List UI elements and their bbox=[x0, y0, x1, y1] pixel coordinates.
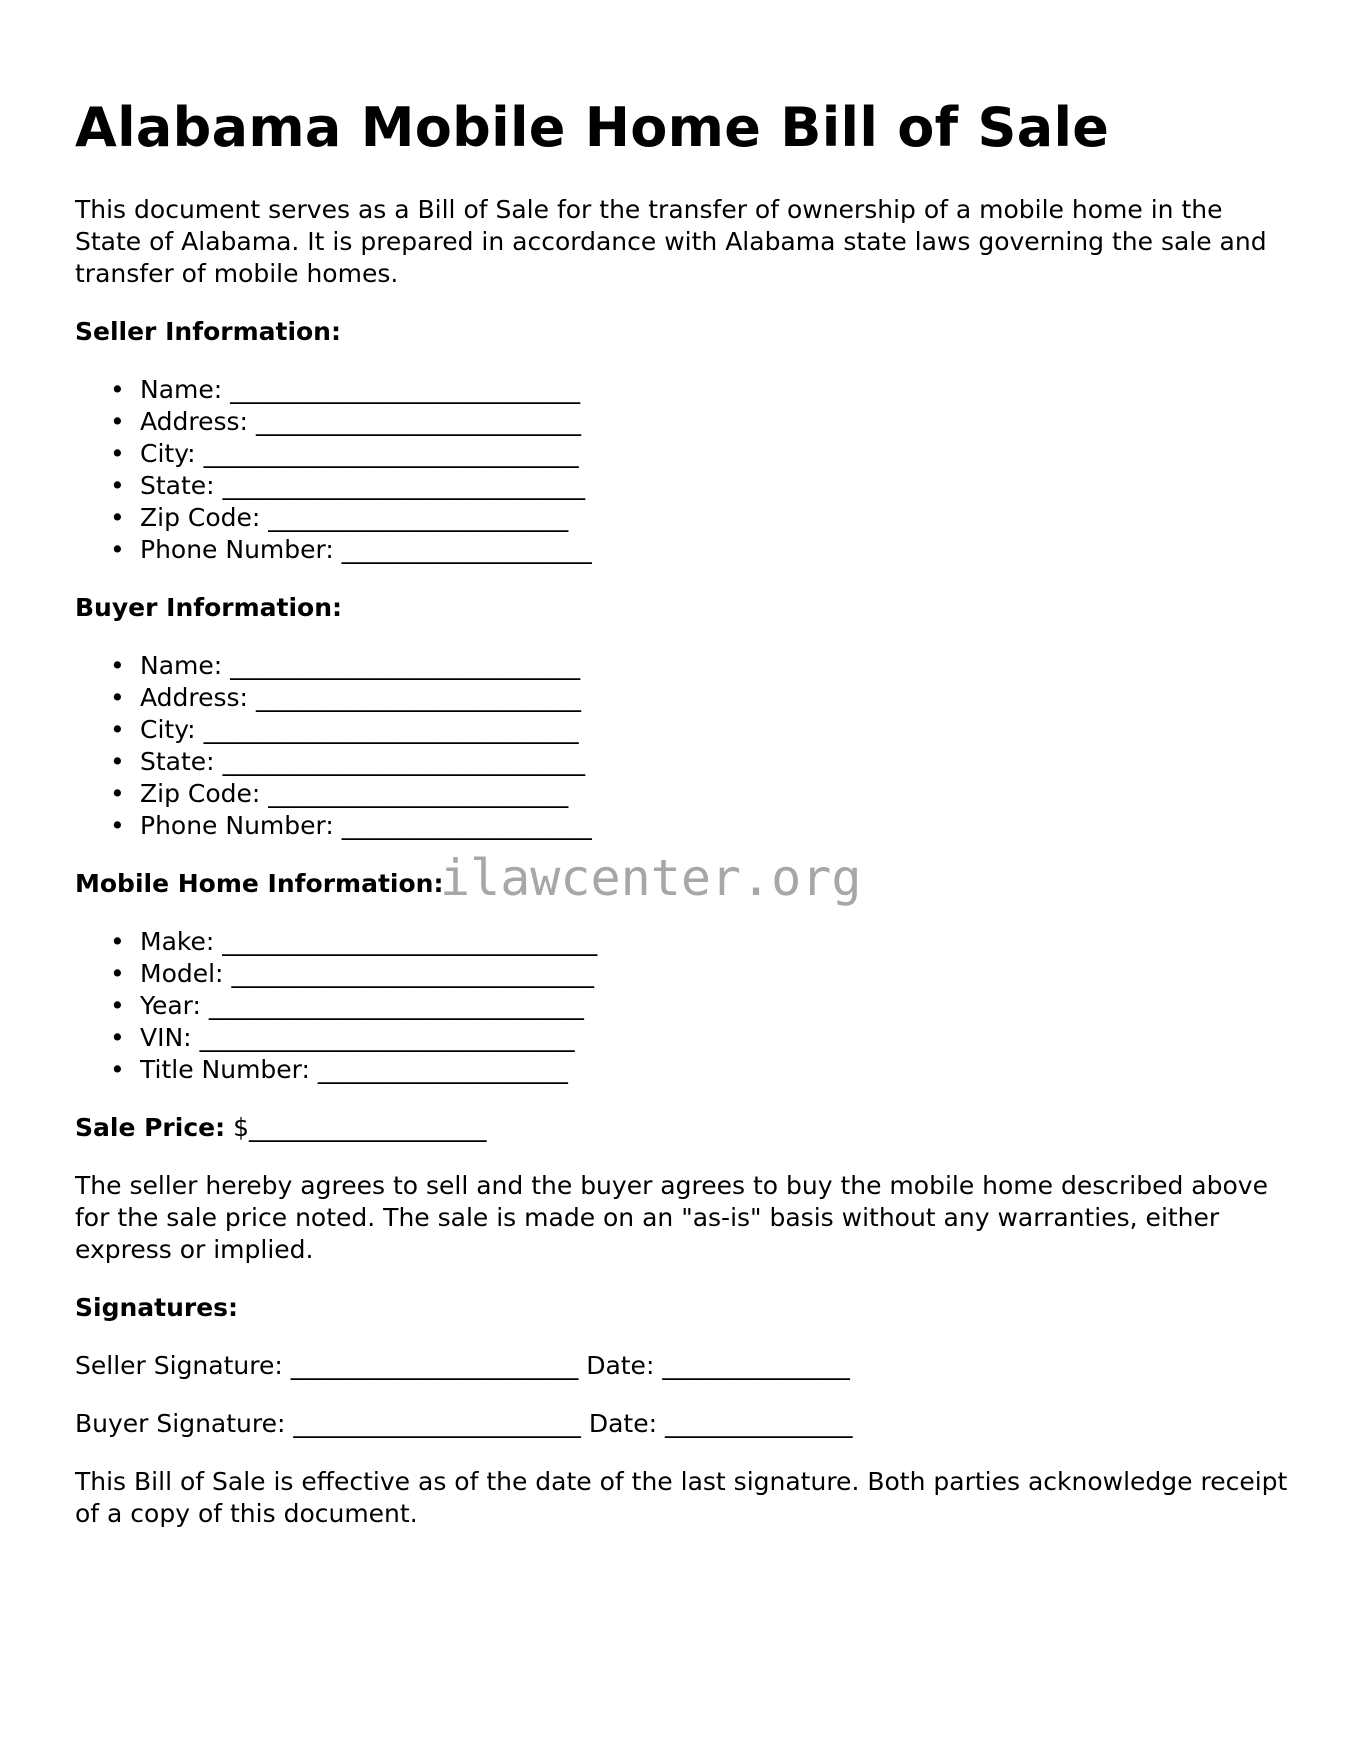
blank-line: _____________________________ bbox=[222, 471, 586, 500]
buyer-zip-field: • Zip Code: ________________________ bbox=[140, 778, 1295, 810]
seller-address-field: • Address: __________________________ bbox=[140, 406, 1295, 438]
buyer-signature-blank: _______________________ bbox=[293, 1409, 581, 1438]
seller-signature-blank: _______________________ bbox=[290, 1351, 579, 1380]
mobile-home-year-field: • Year: ______________________________ bbox=[140, 990, 1295, 1022]
blank-line: ______________________________ bbox=[208, 991, 584, 1020]
seller-state-field: • State: _____________________________ bbox=[140, 470, 1295, 502]
blank-line: __________________________ bbox=[255, 683, 581, 712]
mobile-home-section-heading: Mobile Home Information: bbox=[75, 869, 444, 898]
blank-line: ______________________________ bbox=[222, 927, 598, 956]
watermark-text: ilawcenter.org bbox=[440, 849, 862, 907]
buyer-date-blank: _______________ bbox=[664, 1409, 853, 1438]
blank-line: ______________________________ bbox=[203, 715, 579, 744]
blank-line: ____________________________ bbox=[230, 651, 581, 680]
mobile-home-make-field: • Make: ______________________________ bbox=[140, 926, 1295, 958]
buyer-address-field: • Address: __________________________ bbox=[140, 682, 1295, 714]
buyer-field-list bbox=[75, 650, 1295, 842]
seller-signature-row bbox=[75, 1350, 1295, 1382]
sale-price-blank: $___________________ bbox=[233, 1113, 487, 1142]
sale-price-row bbox=[75, 1112, 1295, 1144]
blank-line: ______________________________ bbox=[203, 439, 579, 468]
blank-line: ____________________ bbox=[341, 811, 592, 840]
seller-phone-field: • Phone Number: ____________________ bbox=[140, 534, 1295, 566]
agreement-paragraph: The seller hereby agrees to sell and the buyer agrees to buy the mobile home described above for the sale price noted. The sale is made on an "as-is" basis without any warranties, either express or implied. bbox=[75, 1171, 1268, 1264]
mobile-home-model-field: • Model: _____________________________ bbox=[140, 958, 1295, 990]
seller-city-field: • City: ______________________________ bbox=[140, 438, 1295, 470]
seller-date-label: Date: bbox=[586, 1351, 655, 1380]
blank-line: ________________________ bbox=[268, 779, 569, 808]
buyer-date-label: Date: bbox=[588, 1409, 658, 1438]
buyer-name-field: • Name: ____________________________ bbox=[140, 650, 1295, 682]
seller-section-heading: Seller Information: bbox=[75, 317, 341, 346]
sale-price-label: Sale Price: bbox=[75, 1113, 226, 1142]
seller-zip-field: • Zip Code: ________________________ bbox=[140, 502, 1295, 534]
buyer-signature-label: Buyer Signature: bbox=[75, 1409, 286, 1438]
closing-paragraph: This Bill of Sale is effective as of the date of the last signature. Both parties acknowledge receipt of a copy of this document. bbox=[75, 1467, 1288, 1528]
buyer-phone-field: • Phone Number: ____________________ bbox=[140, 810, 1295, 842]
buyer-city-field: • City: ______________________________ bbox=[140, 714, 1295, 746]
document-title: Alabama Mobile Home Bill of Sale bbox=[75, 96, 1110, 159]
seller-name-field: • Name: ____________________________ bbox=[140, 374, 1295, 406]
mobile-home-title-number-field: • Title Number: ____________________ bbox=[140, 1054, 1295, 1086]
buyer-section-heading: Buyer Information: bbox=[75, 593, 343, 622]
blank-line: ____________________________ bbox=[230, 375, 581, 404]
signatures-section-heading: Signatures: bbox=[75, 1293, 239, 1322]
blank-line: ________________________ bbox=[268, 503, 569, 532]
intro-paragraph: This document serves as a Bill of Sale for the transfer of ownership of a mobile home in the State of Alabama. It is prepared in accordance with Alabama state laws governing the sale and transfer of mobile homes. bbox=[75, 195, 1267, 288]
seller-signature-label: Seller Signature: bbox=[75, 1351, 283, 1380]
seller-date-blank: _______________ bbox=[662, 1351, 850, 1380]
blank-line: ____________________ bbox=[341, 535, 592, 564]
blank-line: _____________________________ bbox=[222, 747, 586, 776]
mobile-home-field-list bbox=[75, 926, 1295, 1086]
blank-line: ____________________ bbox=[317, 1055, 568, 1084]
buyer-state-field: • State: _____________________________ bbox=[140, 746, 1295, 778]
blank-line: _____________________________ bbox=[231, 959, 594, 988]
buyer-signature-row bbox=[75, 1408, 1295, 1440]
document-page bbox=[75, 0, 1295, 1530]
blank-line: ______________________________ bbox=[199, 1023, 575, 1052]
seller-field-list bbox=[75, 374, 1295, 566]
blank-line: __________________________ bbox=[255, 407, 581, 436]
mobile-home-vin-field: • VIN: ______________________________ bbox=[140, 1022, 1295, 1054]
